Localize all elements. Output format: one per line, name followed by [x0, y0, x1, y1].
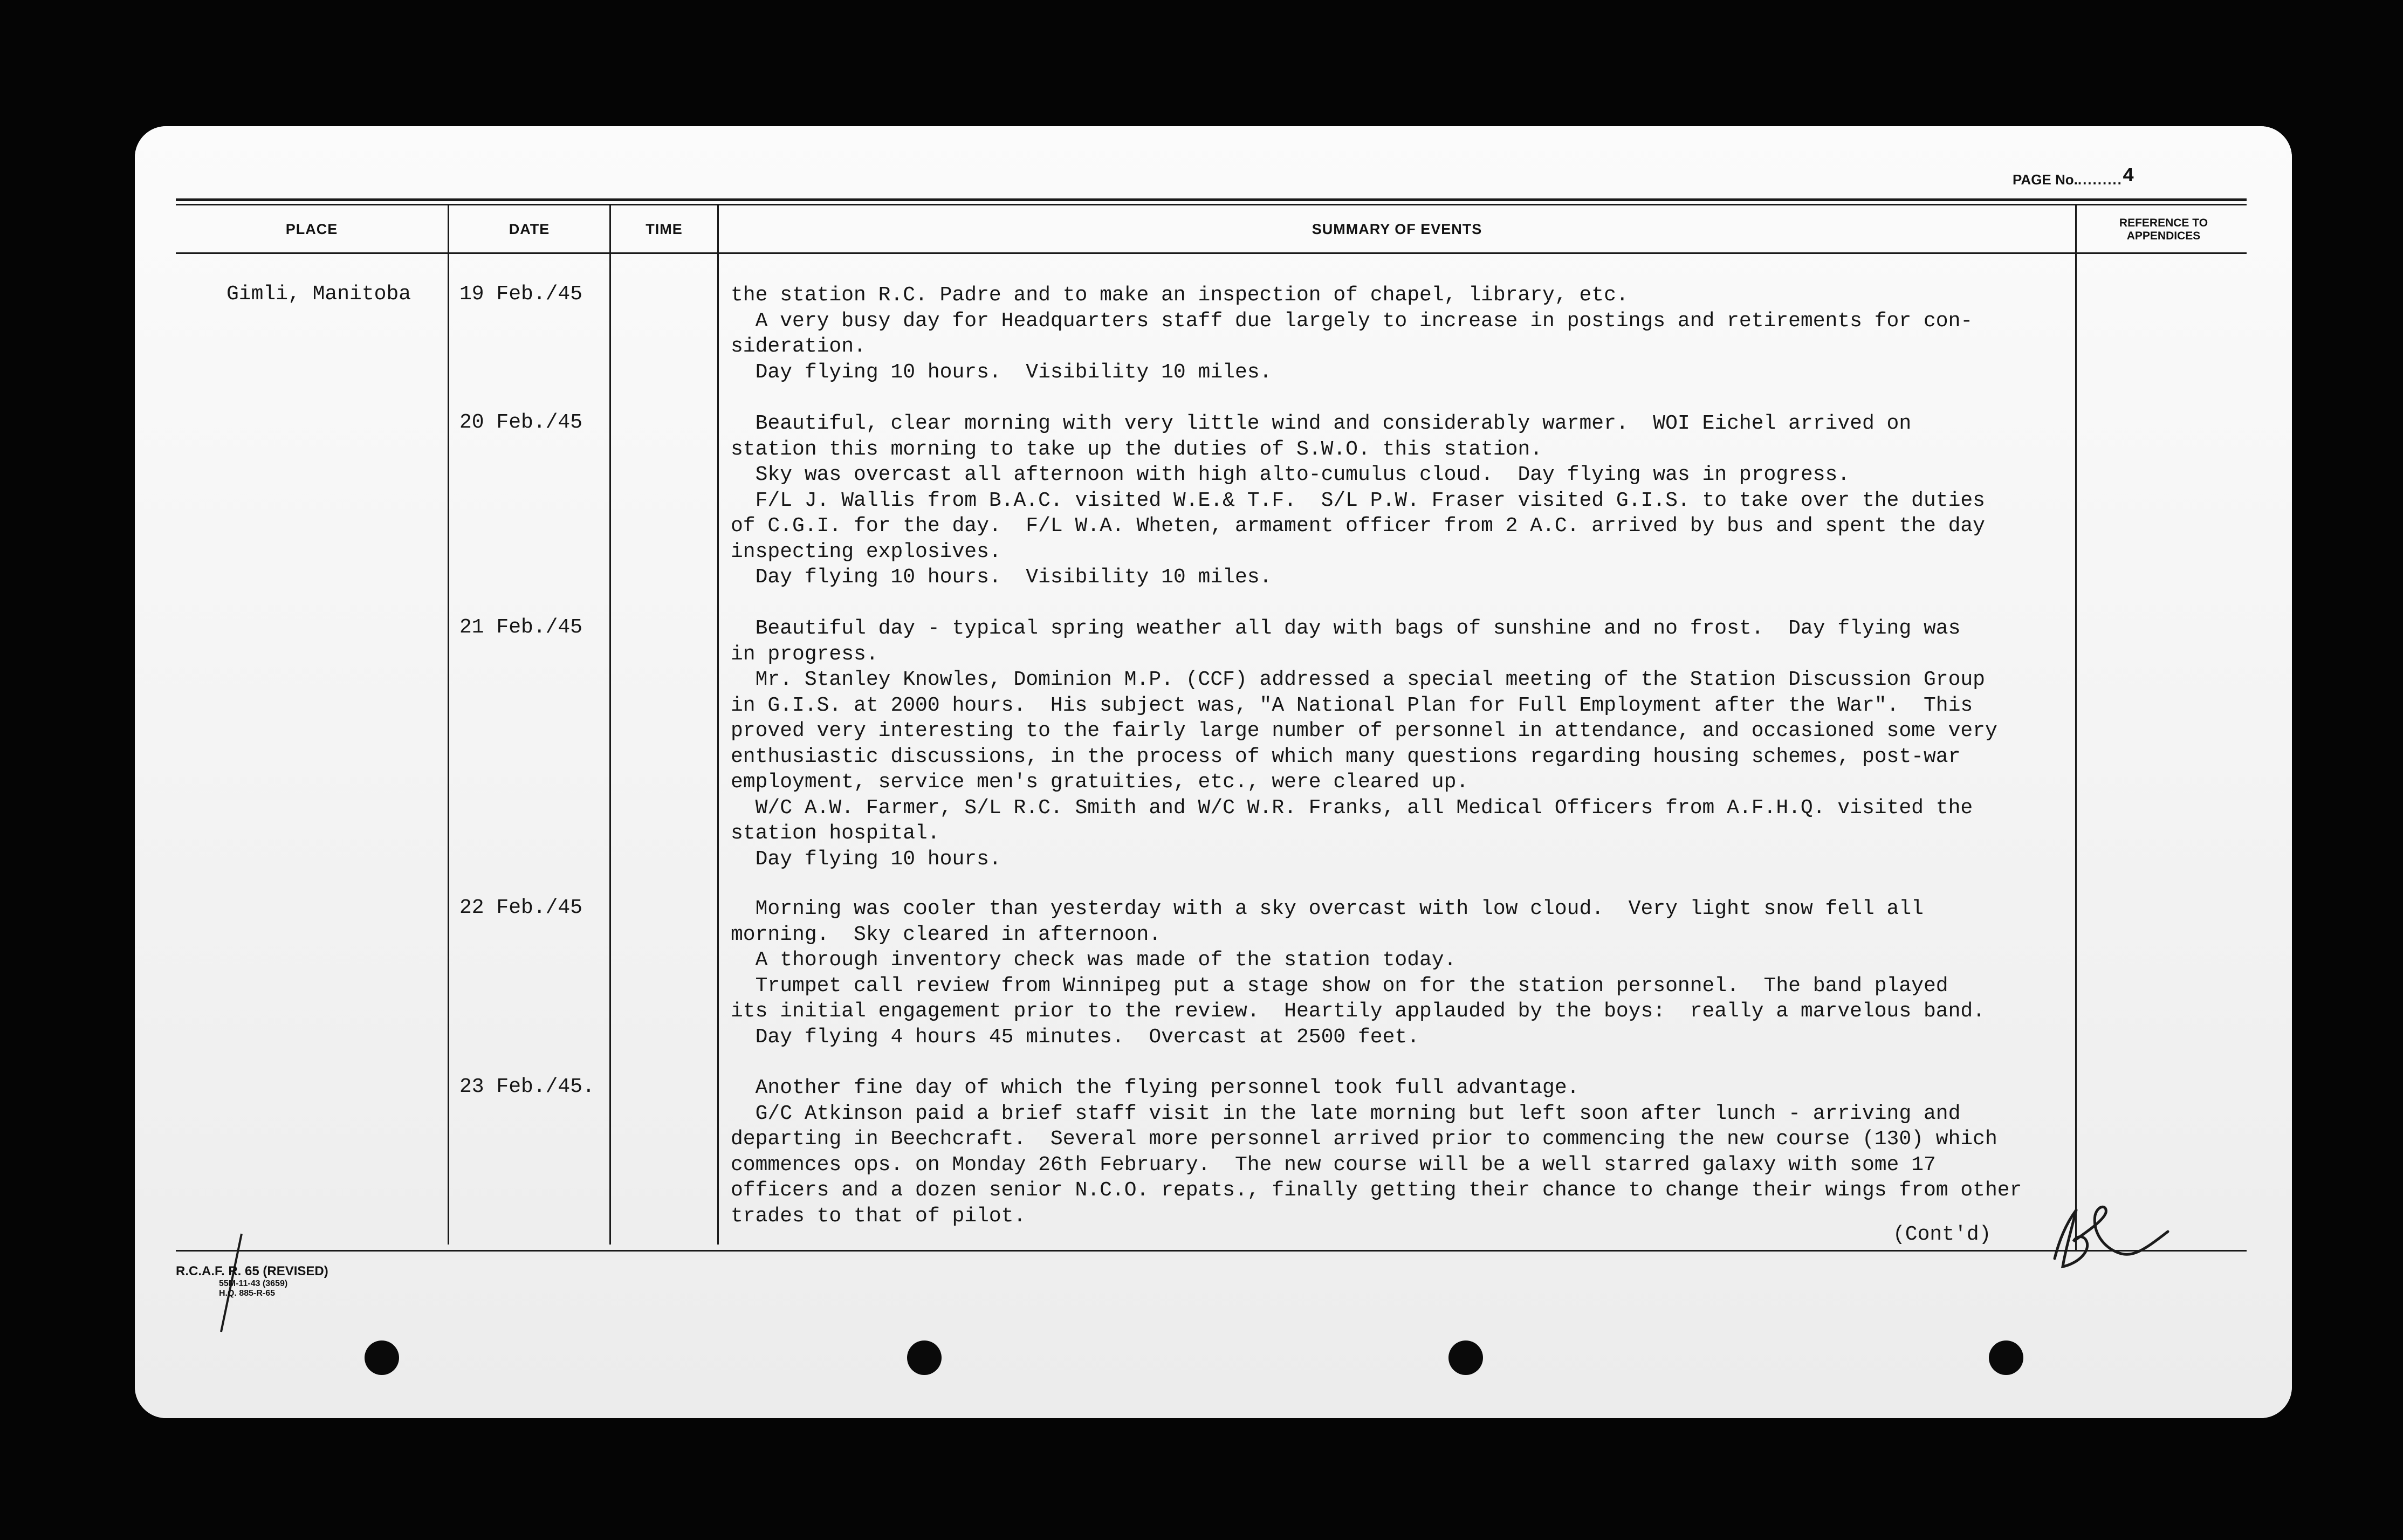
- divider-place-date: [448, 204, 449, 1245]
- summary-line: G/C Atkinson paid a brief staff visit in the late morning but left soon after lunch - arriving and: [731, 1102, 1961, 1125]
- summary-line: in G.I.S. at 2000 hours. His subject was, "A National Plan for Full Employment after the War". This: [731, 693, 1973, 717]
- form-print-line: 55M-11-43 (3659): [219, 1279, 288, 1288]
- page-number-dots: .........: [2077, 171, 2123, 188]
- summary-entry-2: [731, 411, 2079, 590]
- summary-line: trades to that of pilot.: [731, 1204, 1026, 1228]
- summary-line: the station R.C. Padre and to make an inspection of chapel, library, etc.: [731, 284, 1629, 307]
- summary-entry-5: [731, 1075, 2079, 1229]
- summary-line: employment, service men's gratuities, etc., were cleared up.: [731, 771, 1469, 794]
- summary-line: W/C A.W. Farmer, S/L R.C. Smith and W/C W.R. Franks, all Medical Officers from A.F.H.Q. visited the: [731, 796, 1973, 820]
- summary-line: officers and a dozen senior N.C.O. repats., finally getting their chance to change their wings from other: [731, 1179, 2022, 1202]
- date-entry-2: 20 Feb./45: [459, 411, 583, 434]
- date-entry-3: 21 Feb./45: [459, 616, 583, 639]
- header-bottom-rule: [176, 252, 2247, 254]
- page-number-label: PAGE No.: [2013, 171, 2078, 188]
- header-time: TIME: [646, 221, 683, 237]
- summary-line: F/L J. Wallis from B.A.C. visited W.E.& T.F. S/L P.W. Fraser visited G.I.S. to take over the duties: [731, 489, 1985, 512]
- header-top-rule: [176, 198, 2247, 201]
- summary-line: Day flying 10 hours. Visibility 10 miles.: [731, 360, 1272, 384]
- header-reference-line2: APPENDICES: [2126, 230, 2201, 242]
- summary-entry-3: [731, 616, 2079, 872]
- page-number: [2013, 165, 2134, 190]
- summary-line: proved very interesting to the fairly large number of personnel in attendance, and occasioned some very: [731, 719, 1997, 742]
- header-place: PLACE: [285, 221, 338, 237]
- signature-initials: [2038, 1199, 2179, 1275]
- summary-line: A thorough inventory check was made of the station today.: [731, 948, 1457, 972]
- header-reference-line1: REFERENCE TO: [2119, 217, 2208, 229]
- summary-line: Morning was cooler than yesterday with a sky overcast with low cloud. Very light snow fell all: [731, 897, 1924, 920]
- continued-label: (Cont'd): [1893, 1223, 1992, 1246]
- date-entry-1: 19 Feb./45: [459, 283, 583, 306]
- summary-line: Day flying 10 hours. Visibility 10 miles.: [731, 566, 1272, 589]
- header-reference: [2088, 217, 2239, 243]
- summary-line: Beautiful day - typical spring weather all day with bags of sunshine and no frost. Day flying was: [731, 617, 1961, 640]
- summary-line: Mr. Stanley Knowles, Dominion M.P. (CCF) addressed a special meeting of the Station Discussion Group: [731, 668, 1985, 691]
- summary-entry-4: [731, 896, 2079, 1050]
- summary-line: in progress.: [731, 642, 878, 666]
- form-footer: [176, 1264, 328, 1298]
- summary-entry-1: [731, 283, 2079, 385]
- summary-line: its initial engagement prior to the review. Heartily applauded by the boys: really a marvelous band.: [731, 1000, 1985, 1023]
- header-summary: SUMMARY OF EVENTS: [1312, 221, 1482, 237]
- divider-time-summary: [717, 204, 719, 1245]
- binder-hole-2: [907, 1340, 942, 1375]
- binder-hole-1: [365, 1340, 399, 1375]
- summary-line: morning. Sky cleared in afternoon.: [731, 923, 1162, 946]
- summary-line: Another fine day of which the flying personnel took full advantage.: [731, 1076, 1580, 1099]
- summary-line: Sky was overcast all afternoon with high alto-cumulus cloud. Day flying was in progress.: [731, 463, 1850, 486]
- form-sheet: [135, 126, 2292, 1418]
- summary-line: inspecting explosives.: [731, 540, 1001, 563]
- summary-line: Trumpet call review from Winnipeg put a stage show on for the station personnel. The band played: [731, 974, 1948, 998]
- divider-date-time: [609, 204, 611, 1245]
- summary-line: Beautiful, clear morning with very little wind and considerably warmer. WOI Eichel arrived on: [731, 412, 1912, 435]
- summary-line: enthusiastic discussions, in the process of which many questions regarding housing schemes, post-war: [731, 745, 1961, 768]
- summary-line: commences ops. on Monday 26th February. The new course will be a well starred galaxy with some 17: [731, 1153, 1936, 1177]
- footer-rule: [176, 1250, 2247, 1252]
- summary-line: of C.G.I. for the day. F/L W.A. Wheten, armament officer from 2 A.C. arrived by bus and spent the day: [731, 514, 1985, 538]
- page-number-value: 4: [2122, 165, 2134, 187]
- header-top-rule-2: [176, 204, 2247, 205]
- form-hq-line: H.Q. 885-R-65: [219, 1289, 276, 1298]
- date-entry-4: 22 Feb./45: [459, 896, 583, 919]
- summary-line: station this morning to take up the duties of S.W.O. this station.: [731, 437, 1543, 461]
- form-number: R.C.A.F. R. 65 (REVISED): [176, 1264, 328, 1278]
- summary-line: departing in Beechcraft. Several more personnel arrived prior to commencing the new course (130) which: [731, 1128, 1997, 1151]
- binder-hole-3: [1448, 1340, 1483, 1375]
- summary-line: Day flying 10 hours.: [731, 847, 1001, 871]
- summary-line: A very busy day for Headquarters staff due largely to increase in postings and retirements for con-: [731, 309, 1973, 333]
- summary-line: Day flying 4 hours 45 minutes. Overcast at 2500 feet.: [731, 1025, 1420, 1049]
- summary-line: sideration.: [731, 335, 866, 358]
- binder-hole-4: [1989, 1340, 2023, 1375]
- place-value: Gimli, Manitoba: [226, 283, 411, 306]
- date-entry-5: 23 Feb./45.: [459, 1075, 595, 1098]
- summary-line: station hospital.: [731, 822, 940, 845]
- header-date: DATE: [509, 221, 550, 237]
